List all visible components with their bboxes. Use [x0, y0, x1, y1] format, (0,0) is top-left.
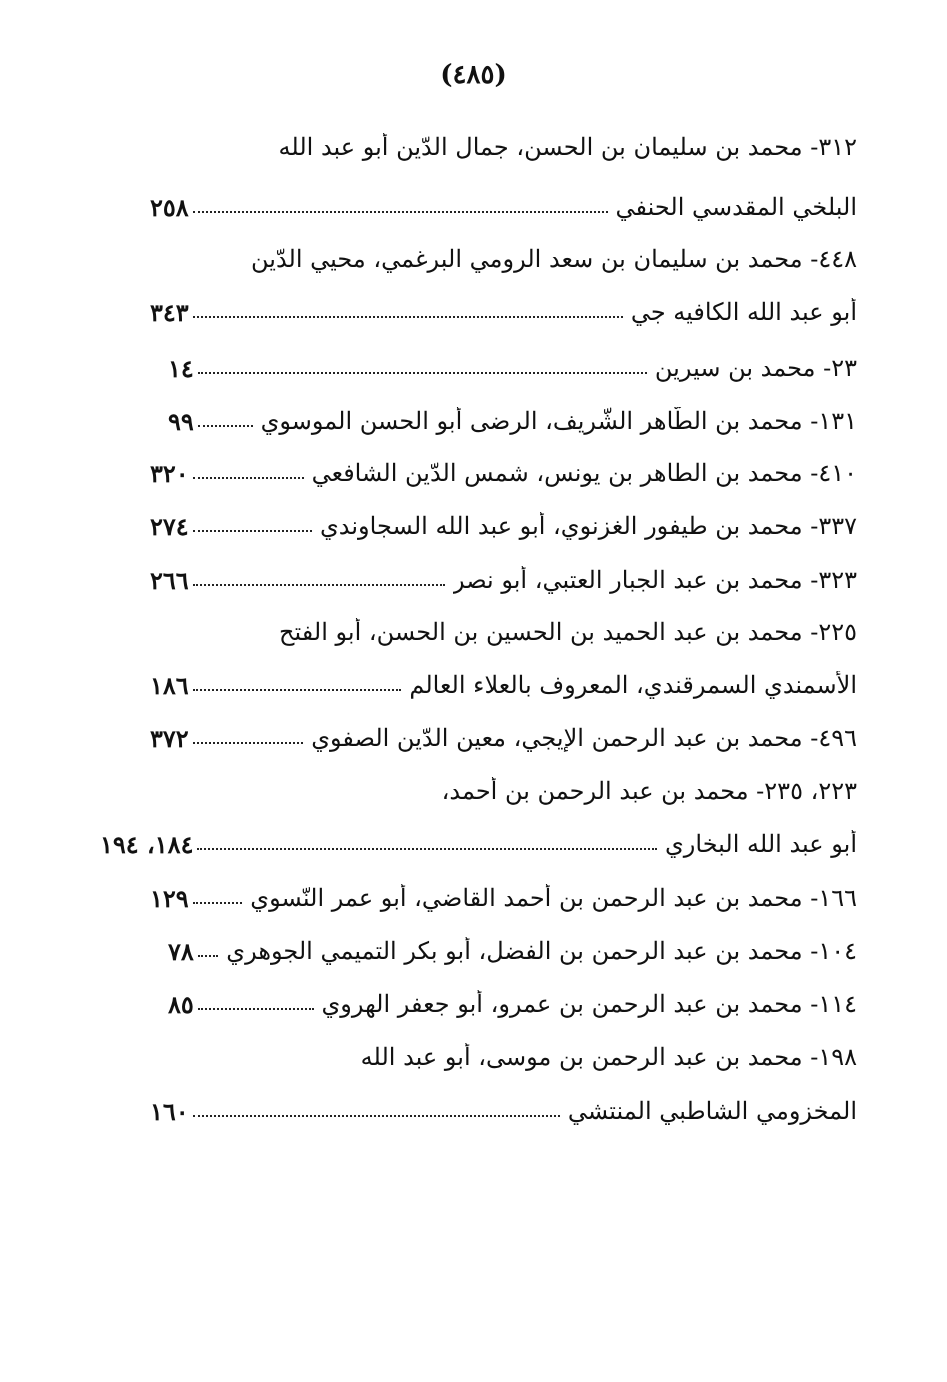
index-line: [279, 125, 857, 169]
page-reference: ٩٩: [168, 406, 194, 436]
entry-text: ١٩٨- محمد بن عبد الرحمن بن موسى، أبو عبد الله: [360, 1043, 857, 1071]
entry-text: ٣٢٣- محمد بن عبد الجبار العتبي، أبو نصر: [452, 566, 857, 594]
page-reference: ٢٧٤: [150, 511, 189, 541]
index-line: [150, 290, 857, 334]
page-reference: ٧٨: [168, 936, 194, 966]
entry-text: ١٠٤- محمد بن عبد الرحمن بن الفضل، أبو بكر التميمي الجوهري: [226, 937, 857, 965]
index-line: [168, 929, 857, 973]
dot-leader: [198, 1008, 314, 1010]
page-reference: ١٨٤، ١٩٤: [100, 829, 194, 859]
entry-text: ٢٢٥- محمد بن عبد الحميد بن الحسين بن الحسن، أبو الفتح: [279, 618, 857, 646]
index-line: [251, 237, 857, 281]
dot-leader: [198, 425, 253, 427]
dot-leader: [193, 316, 623, 318]
dot-leader: [193, 902, 243, 904]
dot-leader: [198, 955, 219, 957]
entry-text: أبو عبد الله البخاري: [665, 830, 857, 858]
index-line: [168, 982, 857, 1026]
dot-leader: [193, 211, 608, 213]
page-number: (٤٨٥): [440, 60, 507, 90]
entry-text: ١٣١- محمد بن الطّاهر الشّريف، الرضى أبو الحسن الموسوي: [260, 407, 857, 435]
page-reference: ٣٤٣: [150, 297, 189, 327]
index-line: [150, 451, 857, 495]
dot-leader: [193, 1115, 560, 1117]
dot-leader: [193, 742, 304, 744]
page-reference: ٢٦٦: [150, 565, 189, 595]
entry-text: ٣١٢- محمد بن سليمان بن الحسن، جمال الدّين أبو عبد الله: [278, 133, 857, 161]
dot-leader: [193, 689, 402, 691]
index-line: [168, 399, 857, 443]
entry-text: البلخي المقدسي الحنفي: [615, 193, 857, 221]
page-reference: ١٤: [168, 353, 194, 383]
page-reference: ١٨٦: [150, 670, 189, 700]
index-line: [150, 1089, 857, 1133]
entry-text: ٤٩٦- محمد بن عبد الرحمن الإيجي، معين الدّين الصفوي: [311, 724, 857, 752]
entry-text: ٢٣- محمد بن سيرين: [654, 354, 857, 382]
index-line: [150, 504, 857, 548]
page-reference: ٣٧٢: [150, 723, 189, 753]
dot-leader: [198, 372, 647, 374]
entry-text: ١٦٦- محمد بن عبد الرحمن بن أحمد القاضي، أبو عمر النّسوي: [250, 884, 857, 912]
dot-leader: [193, 530, 312, 532]
page-reference: ٣٢٠: [150, 458, 189, 488]
page-reference: ١٦٠: [150, 1096, 189, 1126]
page-reference: ١٢٩: [150, 883, 189, 913]
index-line: [442, 769, 857, 813]
page-reference: ٢٥٨: [150, 192, 189, 222]
index-line: [150, 876, 857, 920]
entry-text: ٢٢٣، ٢٣٥- محمد بن عبد الرحمن بن أحمد،: [441, 777, 857, 805]
entry-text: ١١٤- محمد بن عبد الرحمن بن عمرو، أبو جعفر الهروي: [321, 990, 857, 1018]
index-line: [150, 558, 857, 602]
index-line: [150, 716, 857, 760]
dot-leader: [193, 584, 445, 586]
entry-text: المخزومي الشاطبي المنتشي: [567, 1097, 857, 1125]
index-line: [150, 663, 857, 707]
index-line: [279, 610, 857, 654]
index-line: [361, 1035, 857, 1079]
entry-text: الأسمندي السمرقندي، المعروف بالعلاء العالم: [409, 671, 857, 699]
index-line: [168, 346, 857, 390]
page-reference: ٨٥: [168, 989, 194, 1019]
index-line: [150, 185, 857, 229]
entry-text: ٣٣٧- محمد بن طيفور الغزنوي، أبو عبد الله السجاوندي: [319, 512, 857, 540]
index-line: [100, 822, 857, 866]
dot-leader: [193, 477, 304, 479]
entry-text: ٤١٠- محمد بن الطاهر بن يونس، شمس الدّين الشافعي: [311, 459, 857, 487]
entry-text: أبو عبد الله الكافيه جي: [630, 298, 857, 326]
dot-leader: [197, 848, 657, 850]
entry-text: ٤٤٨- محمد بن سليمان بن سعد الرومي البرغمي، محيي الدّين: [251, 245, 857, 273]
